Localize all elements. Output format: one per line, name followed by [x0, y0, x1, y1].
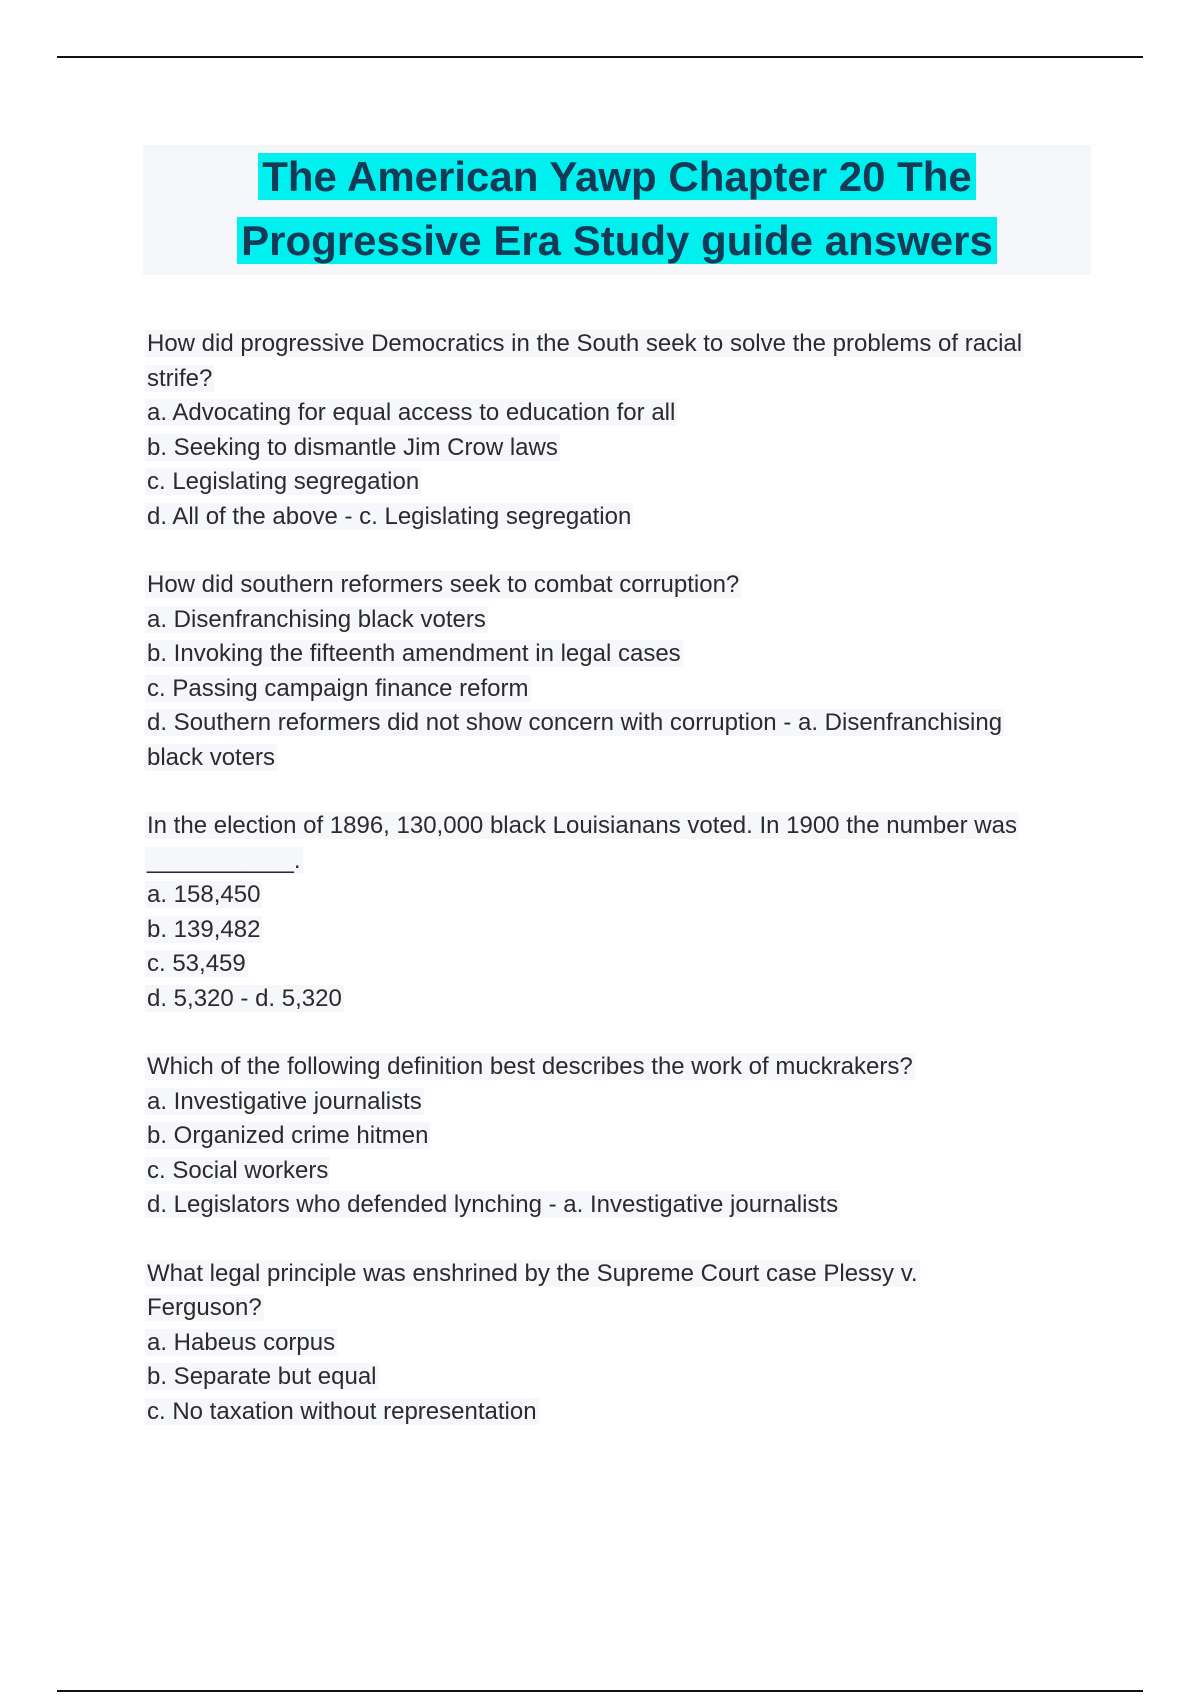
answer-option: d. 5,320 - d. 5,320	[147, 984, 342, 1012]
answer-option: c. Passing campaign finance reform	[147, 674, 529, 702]
answer-option: c. Legislating segregation	[147, 468, 420, 495]
title-line-2: Progressive Era Study guide answers	[143, 209, 1091, 273]
answer-option: b. Organized crime hitmen	[147, 1122, 429, 1149]
answer-option: a. Advocating for equal access to education for all	[147, 399, 676, 426]
question-text: strife?	[147, 364, 213, 392]
question-block-2	[145, 568, 1095, 775]
document-title	[143, 145, 1091, 275]
question-text: How did progressive Democratics in the South seek to solve the problems of racial	[147, 330, 1023, 357]
question-text: How did southern reformers seek to combat corruption?	[147, 571, 740, 598]
answer-option: c. No taxation without representation	[147, 1397, 537, 1425]
top-rule	[57, 56, 1143, 58]
answer-option: d. All of the above - c. Legislating segregation	[147, 502, 632, 530]
answer-option: b. Seeking to dismantle Jim Crow laws	[147, 433, 558, 461]
answer-option: a. Investigative journalists	[147, 1087, 422, 1115]
bottom-rule	[57, 1690, 1143, 1692]
title-line-1: The American Yawp Chapter 20 The	[143, 145, 1091, 209]
question-text: Which of the following definition best describes the work of muckrakers?	[147, 1053, 913, 1080]
answer-option: b. 139,482	[147, 915, 261, 943]
answer-option: a. 158,450	[147, 881, 261, 908]
question-text: What legal principle was enshrined by the Supreme Court case Plessy v.	[147, 1259, 918, 1287]
question-text: Ferguson?	[147, 1294, 262, 1321]
question-text: ___________.	[147, 846, 301, 874]
question-block-3	[145, 809, 1095, 1016]
question-block-1	[145, 327, 1095, 534]
answer-option: c. Social workers	[147, 1156, 329, 1184]
answer-option: b. Invoking the fifteenth amendment in legal cases	[147, 640, 681, 667]
question-block-4	[145, 1050, 1095, 1223]
answer-option: c. 53,459	[147, 950, 246, 977]
answer-option: black voters	[147, 743, 276, 771]
answer-option: b. Separate but equal	[147, 1363, 377, 1390]
answer-option: a. Disenfranchising black voters	[147, 605, 486, 633]
answer-option: d. Legislators who defended lynching - a. Investigative journalists	[147, 1191, 839, 1218]
question-block-5	[145, 1257, 1095, 1430]
answer-option: a. Habeus corpus	[147, 1328, 336, 1356]
question-list	[145, 327, 1095, 1463]
question-text: In the election of 1896, 130,000 black Louisianans voted. In 1900 the number was	[147, 812, 1017, 839]
answer-option: d. Southern reformers did not show concern with corruption - a. Disenfranchising	[147, 709, 1003, 736]
